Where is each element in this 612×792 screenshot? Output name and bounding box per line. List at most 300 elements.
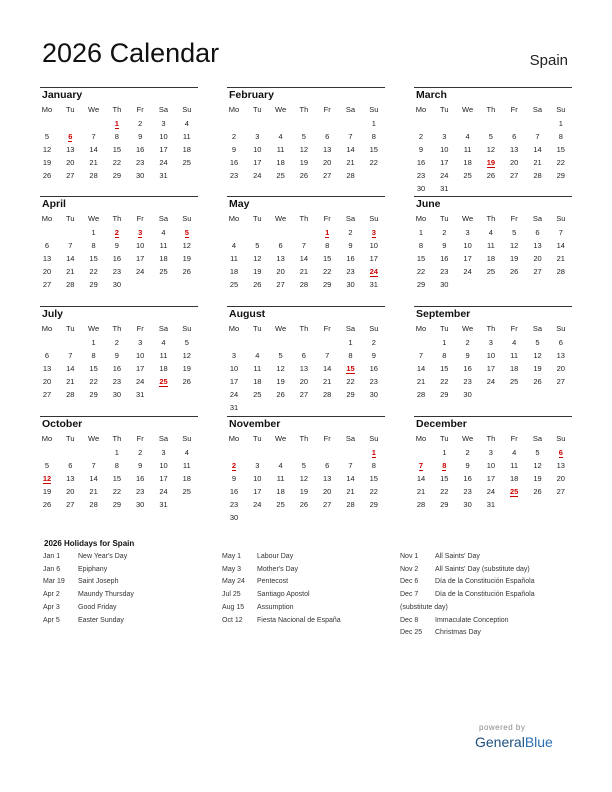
calendar-day: 29 [89,389,98,399]
calendar-day: 5 [255,240,260,250]
calendar-day: 20 [323,486,332,496]
weekday-header: Su [369,324,379,333]
weekday-header: We [462,105,474,114]
calendar-day: 7 [535,131,540,141]
calendar-day: 27 [556,376,565,386]
calendar-day: 8 [558,131,563,141]
calendar-day: 30 [346,279,355,289]
calendar-day: 13 [276,253,285,263]
calendar-day: 10 [486,460,496,470]
calendar-day: 7 [348,460,353,470]
calendar-day: 24 [229,389,239,399]
weekday-header: Tu [253,434,262,443]
calendar-day: 23 [463,486,472,496]
calendar-day: 6 [278,240,283,250]
calendar-day: 30 [112,279,122,289]
calendar-day: 27 [510,170,519,180]
holiday-entry [43,578,118,585]
calendar-day: 9 [114,350,119,360]
calendar-day: 6 [68,460,73,470]
calendar-day: 12 [253,253,262,263]
weekday-header: Mo [41,324,53,333]
weekday-header: Tu [440,214,449,223]
calendar-day: 11 [182,460,191,470]
calendar-day: 28 [299,279,309,289]
calendar-day: 4 [161,228,166,237]
calendar-day: 26 [533,376,542,386]
holiday-date-label: Jan 1 [43,553,61,560]
holiday-entry [222,604,294,611]
calendar-day: 22 [89,376,98,386]
calendar-day: 24 [440,170,449,180]
calendar-day: 29 [323,279,332,289]
calendar-day: 1 [418,228,424,237]
calendar-day: 24 [136,266,145,276]
calendar-day: 14 [416,473,426,483]
weekday-header: Th [299,324,309,333]
weekday-header: Sa [532,434,543,443]
holiday-name: Mother's Day [257,565,299,573]
holiday-date-label: May 24 [222,578,245,586]
calendar-day: 16 [463,473,472,483]
calendar-day: 30 [416,183,426,193]
calendar-day: 20 [276,266,285,276]
calendar-day: 20 [556,473,565,483]
calendar-day: 16 [440,253,449,263]
calendar-day: 5 [512,228,517,237]
holiday-date-label: Jul 25 [222,591,241,599]
weekday-header: Tu [440,105,449,114]
calendar-day: 23 [112,266,122,276]
calendar-day: 14 [89,473,98,483]
calendar-day: 3 [161,119,166,128]
weekday-header: We [88,214,100,223]
calendar-day: 30 [112,389,122,399]
holiday-date-label: Mar 19 [43,578,65,586]
calendar-day: 3 [488,448,493,457]
calendar-day: 17 [463,253,472,263]
holiday-name: Labour Day [257,553,294,560]
holiday-name: Good Friday [78,603,117,611]
calendar-day: 26 [276,389,285,399]
calendar-day: 8 [91,350,96,360]
calendar-day: 18 [276,157,285,167]
weekday-header: Sa [345,105,356,114]
month-name: May [229,198,250,210]
calendar-day: 10 [159,131,168,141]
calendar-day: 9 [138,131,143,141]
holiday-entry [222,566,298,573]
calendar-day: 26 [182,376,191,386]
weekday-header: Su [182,434,192,443]
holiday-name: Fiesta Nacional de España [257,616,341,624]
calendar-day: 4 [278,460,283,470]
weekday-header: Tu [253,105,262,114]
calendar-day: 5 [535,448,540,457]
weekday-header: Th [112,214,122,223]
calendar-day: 20 [66,157,75,167]
calendar-day: 10 [440,144,449,154]
holiday-name: New Year's Day [78,553,128,560]
calendar-day: 8 [371,460,376,470]
holiday-entry [43,617,124,624]
holiday-date-label: May 1 [222,553,242,560]
calendar-day: 30 [440,279,449,289]
calendar-day: 4 [184,119,189,128]
calendar-day: 7 [558,228,563,237]
calendar-day: 21 [323,376,332,386]
calendar-day: 2 [465,448,470,457]
calendar-day: 30 [229,512,239,522]
month-name: January [42,89,83,101]
calendar-day: 5 [301,460,306,470]
weekday-header: Tu [66,214,75,223]
calendar-day: 15 [112,473,122,483]
calendar-day: 23 [369,376,378,386]
calendar-day: 19 [276,376,285,386]
calendar-day: 11 [159,240,168,250]
weekday-header: Sa [158,324,169,333]
holidays-title: 2026 Holidays for Spain [44,539,135,548]
holiday-date: 7 [418,460,424,470]
calendar-day: 17 [486,473,496,483]
calendar-day: 9 [348,240,353,250]
month-divider [40,196,198,197]
weekday-header: Fr [136,105,144,114]
calendar-day: 21 [346,157,355,167]
calendar-day: 2 [114,338,119,347]
calendar-day: 17 [136,253,145,263]
calendar-day: 16 [229,157,239,167]
calendar-day: 14 [346,473,355,483]
month-name: April [42,198,66,210]
holiday-date-label: Jan 6 [43,565,61,573]
calendar-day: 12 [533,460,542,470]
weekday-header: Su [556,105,566,114]
calendar-day: 23 [112,376,122,386]
holiday-entry [222,553,293,560]
holiday-date-label: May 3 [222,565,242,573]
calendar-day: 3 [255,131,260,141]
calendar-day: 25 [276,499,285,509]
calendar-day: 28 [533,170,542,180]
weekday-header: Mo [415,214,427,223]
calendar-day: 7 [68,240,73,250]
holiday-date: 12 [42,473,52,483]
calendar-day: 26 [533,486,542,496]
weekday-header: Fr [323,105,331,114]
holiday-name: All Saints' Day (substitute day) [435,565,530,573]
calendar-day: 5 [535,338,540,347]
calendar-day: 12 [299,144,309,154]
calendar-day: 18 [510,473,519,483]
holiday-date-label: Nov 1 [400,553,419,560]
holiday-date-label: Oct 12 [222,616,243,624]
weekday-header: Su [556,324,566,333]
weekday-header: Sa [532,105,543,114]
weekday-header: Su [556,214,566,223]
weekday-header: Sa [345,434,356,443]
holiday-entry [43,604,117,611]
calendar-day: 9 [371,350,376,360]
calendar-day: 16 [369,363,378,373]
holiday-entry [43,553,127,560]
calendar-day: 18 [253,376,262,386]
weekday-header: Mo [415,324,427,333]
calendar-day: 19 [42,486,52,496]
calendar-day: 3 [465,228,470,237]
holiday-name: (substitute day) [400,603,448,611]
weekday-header: Fr [510,214,518,223]
calendar-day: 31 [159,499,168,509]
calendar-day: 13 [533,240,542,250]
calendar-day: 7 [91,131,96,141]
page-title: 2026 Calendar [42,38,220,68]
calendar-day: 3 [255,460,260,470]
holiday-date: 1 [371,448,376,457]
calendar-day: 10 [253,144,262,154]
generalblue-logo[interactable] [475,734,553,750]
holiday-date: 8 [442,460,447,470]
calendar-day: 11 [486,240,495,250]
weekday-header: Mo [415,105,427,114]
calendar-day: 14 [323,363,332,373]
calendar-day: 22 [369,157,378,167]
holiday-entry [400,566,530,573]
calendar-day: 7 [418,350,424,360]
calendar-day: 3 [138,338,143,347]
calendar-day: 21 [299,266,309,276]
weekday-header: Fr [510,105,518,114]
calendar-day: 29 [416,279,426,289]
calendar-day: 15 [416,253,426,263]
holiday-date: 15 [346,363,355,373]
weekday-header: Su [556,434,566,443]
calendar-day: 4 [512,338,517,347]
calendar-day: 16 [416,157,426,167]
month-divider [40,87,198,88]
calendar-day: 5 [44,131,50,141]
calendar-day: 6 [325,131,330,141]
weekday-header: Fr [323,324,331,333]
calendar-day: 10 [253,473,262,483]
calendar-day: 18 [276,486,285,496]
weekday-header: We [275,324,287,333]
weekday-header: Mo [415,434,427,443]
calendar-day: 13 [323,473,332,483]
calendar-day: 29 [440,389,449,399]
holiday-name: All Saints' Day [435,553,480,560]
calendar-day: 9 [231,473,237,483]
weekday-header: Th [112,105,122,114]
month-name: December [416,418,467,430]
calendar-day: 12 [299,473,309,483]
calendar-day: 25 [486,266,496,276]
weekday-header: Fr [323,434,331,443]
calendar-day: 25 [510,376,519,386]
calendar-day: 27 [556,486,565,496]
calendar-day: 5 [488,131,493,141]
calendar-day: 27 [323,499,332,509]
calendar-day: 1 [114,448,119,457]
calendar-day: 24 [159,157,168,167]
calendar-day: 20 [42,266,52,276]
month-name: March [416,89,447,101]
holiday-date: 25 [510,486,519,496]
calendar-day: 26 [486,170,496,180]
calendar-day: 11 [276,473,285,483]
holiday-entry [400,617,509,624]
calendar-day: 26 [42,170,52,180]
calendar-day: 4 [231,240,237,250]
calendar-day: 1 [442,338,447,347]
calendar-day: 7 [325,350,330,360]
calendar-day: 7 [68,350,73,360]
calendar-day: 25 [159,266,168,276]
calendar-day: 21 [533,157,542,167]
calendar-day: 19 [533,473,542,483]
month-name: September [416,308,471,320]
calendar-day: 8 [114,131,119,141]
calendar-day: 8 [348,350,353,360]
calendar-day: 18 [510,363,519,373]
calendar-day: 13 [299,363,309,373]
calendar-day: 24 [486,376,496,386]
calendar-day: 5 [278,350,283,360]
month-name: June [416,198,441,210]
calendar-day: 31 [369,279,378,289]
calendar-day: 29 [369,499,378,509]
weekday-header: We [275,105,287,114]
holiday-entry [400,591,535,598]
calendar-day: 21 [89,486,98,496]
holiday-entry [222,617,341,624]
calendar-day: 20 [42,376,52,386]
weekday-header: We [88,324,100,333]
calendar-day: 18 [463,157,472,167]
calendar-day: 24 [253,170,262,180]
calendar-day: 4 [512,448,517,457]
calendar-day: 13 [42,253,52,263]
calendar-day: 28 [323,389,332,399]
holiday-entry [222,591,310,598]
powered-by-text: powered by [479,723,526,732]
holiday-date-label: Aug 15 [222,603,245,611]
weekday-header: Fr [510,324,518,333]
calendar-day: 23 [440,266,449,276]
calendar-day: 29 [346,389,355,399]
calendar-day: 6 [512,131,517,141]
weekday-header: Mo [228,105,240,114]
calendar-day: 28 [346,499,355,509]
holiday-name: Easter Sunday [78,616,124,624]
calendar-day: 26 [299,170,309,180]
calendar-day: 15 [369,144,378,154]
calendar-day: 1 [371,119,376,128]
weekday-header: Mo [41,434,53,443]
month-name: July [42,308,64,320]
weekday-header: Th [486,324,496,333]
calendar-day: 22 [556,157,565,167]
month-divider [227,416,385,417]
calendar-day: 22 [112,157,122,167]
calendar-day: 5 [44,460,50,470]
weekday-header: Fr [136,324,144,333]
holiday-date-label: Nov 2 [400,565,419,573]
weekday-header: Th [112,324,122,333]
holiday-name: Día de la Constitución Española [435,578,535,586]
calendar-day: 2 [138,119,143,128]
calendar-day: 9 [418,144,424,154]
calendar-day: 17 [159,473,168,483]
holiday-name: Santiago Apostol [257,591,310,599]
calendar-day: 13 [510,144,519,154]
weekday-header: Fr [136,214,144,223]
calendar-day: 21 [66,266,75,276]
calendar-day: 20 [510,157,519,167]
weekday-header: Su [369,434,379,443]
weekday-header: Su [182,214,192,223]
calendar-day: 24 [253,499,262,509]
holiday-date: 19 [486,157,496,167]
calendar-day: 4 [184,448,189,457]
weekday-header: Th [486,214,496,223]
month-divider [40,416,198,417]
calendar-day: 20 [299,376,309,386]
weekday-header: Tu [66,324,75,333]
calendar-day: 9 [465,350,470,360]
calendar-day: 24 [463,266,472,276]
holiday-entry [400,553,480,560]
holiday-date-label: Apr 3 [43,603,60,611]
weekday-header: Tu [66,434,75,443]
weekday-header: Mo [41,105,53,114]
weekday-header: We [275,434,287,443]
calendar-day: 21 [89,157,98,167]
calendar-day: 13 [323,144,332,154]
calendar-day: 10 [463,240,472,250]
calendar-day: 19 [42,157,52,167]
calendar-day: 15 [440,363,449,373]
calendar-day: 2 [231,131,237,141]
calendar-day: 14 [556,240,565,250]
calendar-day: 8 [442,350,447,360]
calendar-day: 13 [556,350,565,360]
calendar-day: 9 [114,240,119,250]
calendar-day: 27 [42,389,52,399]
calendar-day: 27 [276,279,285,289]
calendar-day: 22 [323,266,332,276]
calendar-day: 14 [66,253,75,263]
weekday-header: Th [486,105,496,114]
calendar-day: 4 [488,228,493,237]
calendar-day: 26 [42,499,52,509]
calendar-day: 2 [442,228,447,237]
calendar-day: 7 [301,240,306,250]
calendar-day: 29 [556,170,565,180]
calendar-day: 6 [535,228,540,237]
calendar-day: 16 [136,144,145,154]
month-name: November [229,418,281,430]
calendar-day: 12 [276,363,285,373]
calendar-day: 18 [182,473,191,483]
weekday-header: Sa [532,324,543,333]
calendar-day: 16 [463,363,472,373]
calendar-day: 2 [348,228,353,237]
weekday-header: Tu [440,434,449,443]
calendar-day: 2 [371,338,376,347]
calendar-day: 19 [533,363,542,373]
